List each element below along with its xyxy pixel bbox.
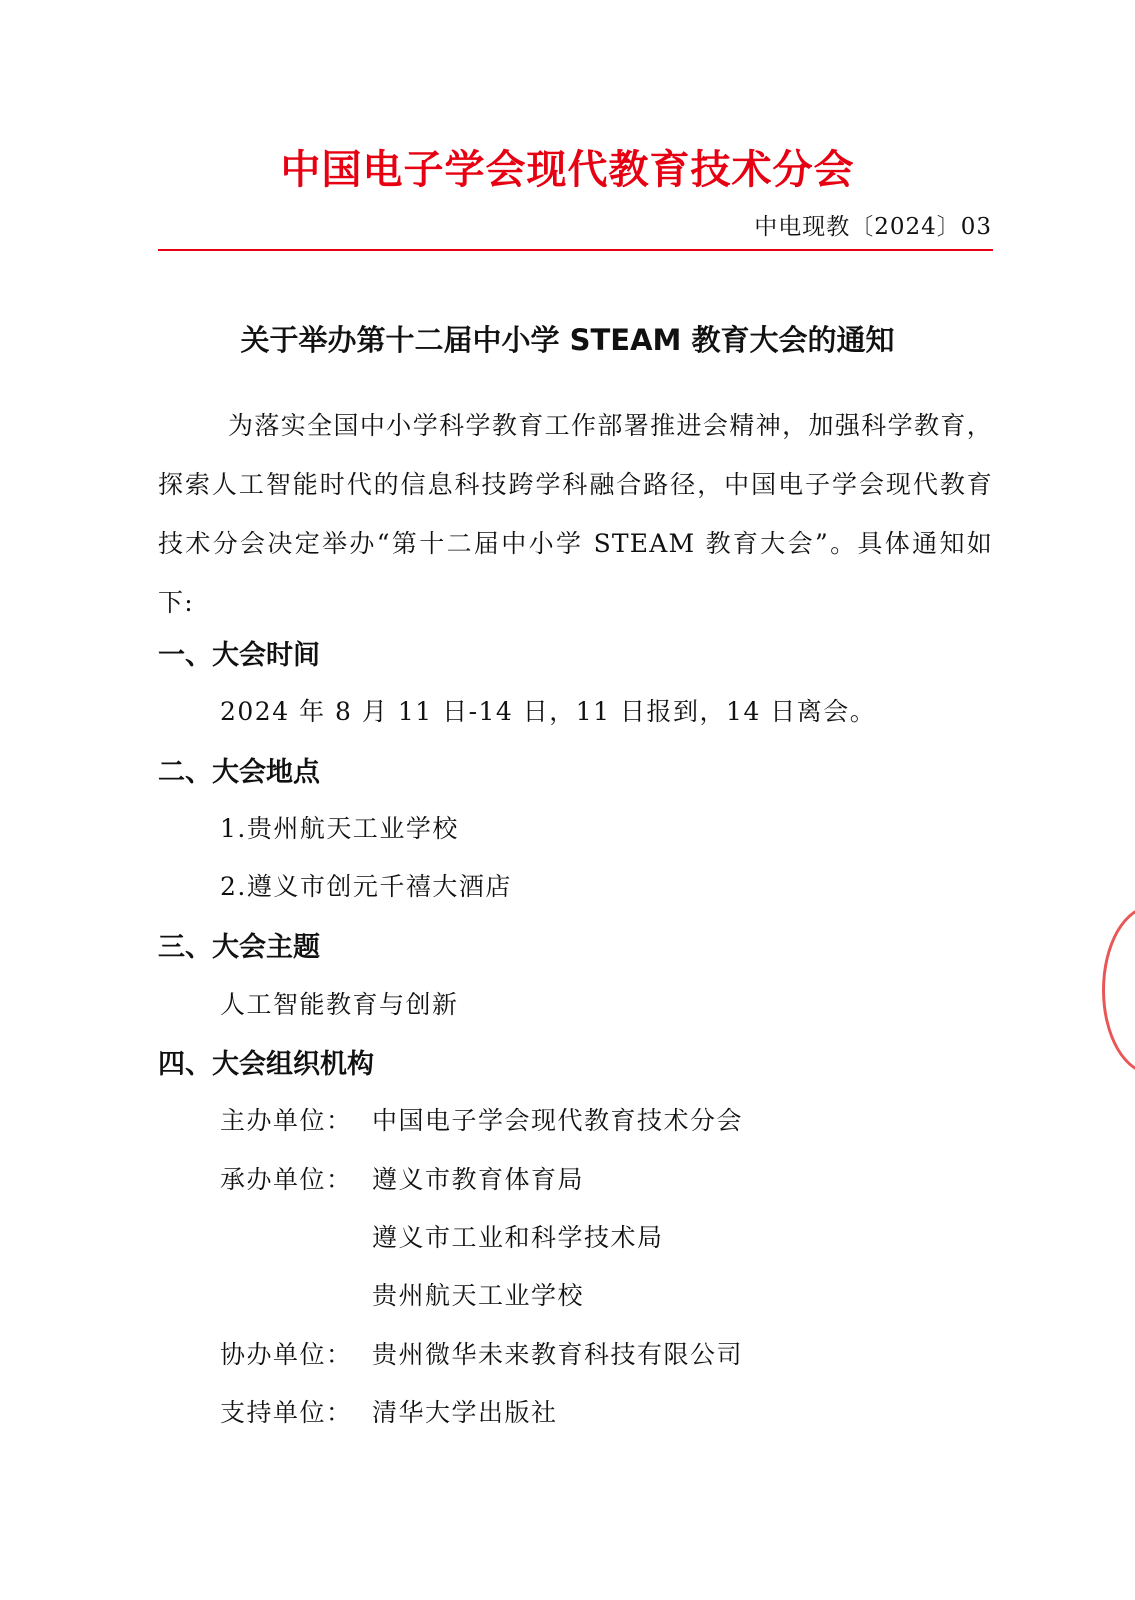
document-title: 关于举办第十二届中小学 STEAM 教育大会的通知 <box>240 323 895 357</box>
venue-item: 1.贵州航天工业学校 <box>220 814 459 843</box>
organizer-value: 遵义市工业和科学技术局 <box>372 1223 664 1252</box>
section-heading-organization: 四、大会组织机构 <box>158 1049 374 1080</box>
host-value: 中国电子学会现代教育技术分会 <box>372 1106 744 1135</box>
intro-paragraph: 为落实全国中小学科学教育工作部署推进会精神，加强科学教育，探索人工智能时代的信息科技跨学科融合路径，中国电子学会现代教育技术分会决定举办“第十二届中小学 STEAM 教育大会”。具体通知如下: <box>158 411 993 617</box>
co-organizer-value: 贵州微华未来教育科技有限公司 <box>372 1340 744 1369</box>
official-seal <box>1102 905 1135 1075</box>
organizer-value: 贵州航天工业学校 <box>372 1281 585 1310</box>
host-label: 主办单位： <box>220 1106 353 1135</box>
doc-number: 中电现教〔2024〕03 <box>754 214 992 240</box>
theme-text: 人工智能教育与创新 <box>220 990 459 1019</box>
section-heading-time: 一、大会时间 <box>158 640 320 671</box>
supporter-value: 清华大学出版社 <box>372 1398 558 1427</box>
venue-item: 2.遵义市创元千禧大酒店 <box>220 872 512 901</box>
organizer-value: 遵义市教育体育局 <box>372 1165 585 1194</box>
supporter-label: 支持单位： <box>220 1398 353 1427</box>
org-title: 中国电子学会现代教育技术分会 <box>280 147 855 193</box>
header-divider <box>158 249 993 251</box>
time-text: 2024 年 8 月 11 日-14 日，11 日报到，14 日离会。 <box>220 697 877 726</box>
section-heading-theme: 三、大会主题 <box>158 932 320 963</box>
organizer-label: 承办单位： <box>220 1165 353 1194</box>
co-organizer-label: 协办单位： <box>220 1340 353 1369</box>
section-heading-venue: 二、大会地点 <box>158 757 320 788</box>
